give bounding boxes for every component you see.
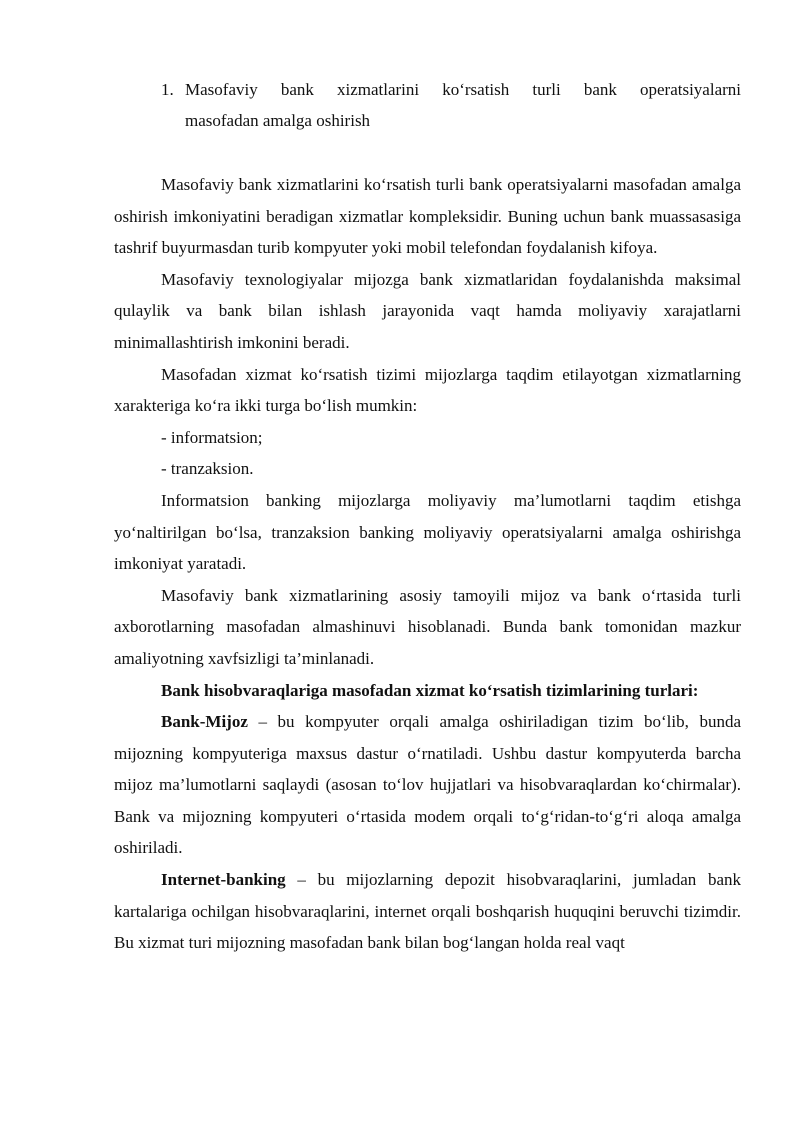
definition-internet-banking: – bu mijozlarning depozit hisobvaraqlarini, jumladan bank kartalariga ochilgan hisobvaraqlarini, internet orqali boshqarish huquqini beruvchi tizimdir. Bu xizmat turi mijozning masofadan bank bilan bog‘langan holda real vaqt: [114, 870, 741, 953]
heading-line-1: Masofaviy bank xizmatlarini ko‘rsatish turli bank operatsiyalarni: [185, 80, 741, 99]
paragraph-principle: Masofaviy bank xizmatlarining asosiy tamoyili mijoz va bank o‘rtasida turli axborotlarning masofadan almashinuvi hisoblanadi. Bunda bank tomonidan mazkur amaliyotning xavfsizligi ta’minlanadi.: [114, 585, 741, 668]
paragraph-intro: Masofaviy bank xizmatlarini ko‘rsatish turli bank operatsiyalarni masofadan amalga oshirish imkoniyatini beradigan xizmatlar kompleksidir. Buning uchun bank muassasasiga tashrif buyurmasdan turib kompyuter yoki mobil telefondan foydalanish kifoya.: [114, 175, 741, 258]
paragraph-internet-banking: [114, 864, 741, 959]
list-item-informatsion: - informatsion;: [161, 427, 263, 447]
term-bank-mijoz: Bank-Mijoz: [161, 712, 248, 732]
subheading-text: Bank hisobvaraqlariga masofadan xizmat ko‘rsatish tizimlarining turlari:: [161, 680, 699, 700]
paragraph-informatsion-banking: Informatsion banking mijozlarga moliyaviy ma’lumotlarni taqdim etishga yo‘naltirilgan bo‘lsa, tranzaksion banking moliyaviy operatsiyalarni amalga oshirishga imkoniyat yaratadi.: [114, 490, 741, 574]
paragraph-bank-mijoz: [114, 706, 741, 864]
body-text: [114, 169, 741, 959]
definition-bank-mijoz: – bu kompyuter orqali amalga oshiriladigan tizim bo‘lib, bunda mijozning kompyuteriga maxsus dastur o‘rnatiladi. Ushbu dastur kompyuterda barcha mijoz ma’lumotlarni saqlaydi (asosan to‘lov hujjatlari va hisobvaraqlardan ko‘chirmalar). Bank va mijozning kompyuteri o‘rtasida modem orqali to‘g‘ridan-to‘g‘ri aloqa amalga oshiriladi.: [114, 712, 741, 858]
subheading: [114, 675, 741, 707]
list-item-tranzaksion: - tranzaksion.: [161, 459, 254, 479]
heading-number: 1.: [161, 80, 174, 99]
term-internet-banking: Internet-banking: [161, 870, 286, 890]
paragraph-technologies: Masofaviy texnologiyalar mijozga bank xizmatlaridan foydalanishda maksimal qulaylik va bank bilan ishlash jarayonida vaqt hamda moliyaviy xarajatlarni minimallashtirish imkonini beradi.: [114, 269, 741, 352]
heading-line-2: masofadan amalga oshirish: [185, 111, 371, 130]
paragraph-types: Masofadan xizmat ko‘rsatish tizimi mijozlarga taqdim etilayotgan xizmatlarning xarakteriga ko‘ra ikki turga bo‘lish mumkin:: [114, 364, 741, 416]
section-heading: [161, 74, 741, 136]
